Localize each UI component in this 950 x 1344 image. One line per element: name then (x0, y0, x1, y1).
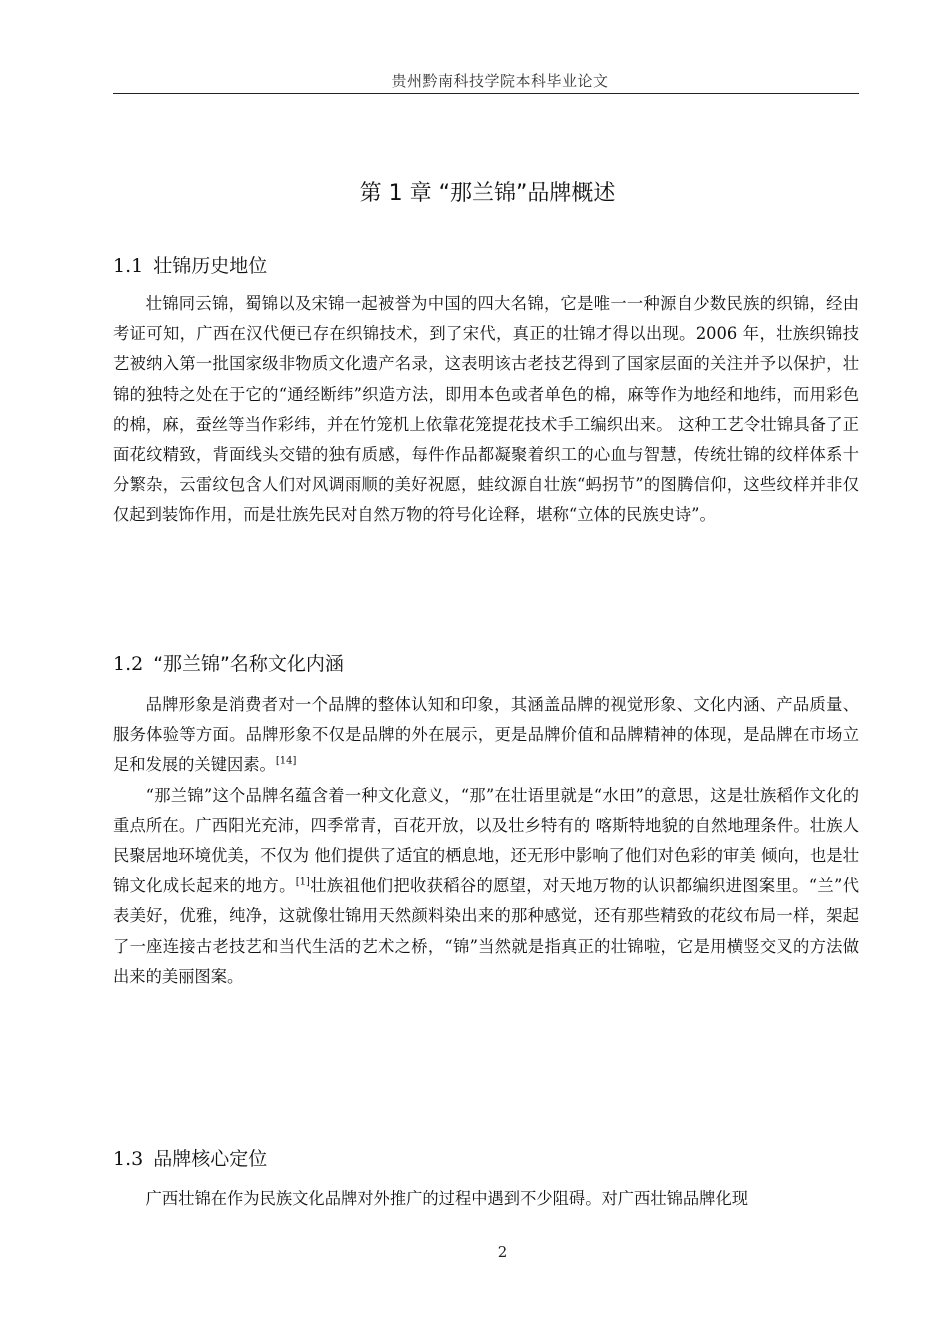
paragraph: 壮锦同云锦，蜀锦以及宋锦一起被誉为中国的四大名锦，它是唯一一种源自少数民族的织锦，经由考证可知，广西在汉代便已存在织锦技术，到了宋代，真正的壮锦才得以出现。2006 年，壮族织锦技艺被纳入第一批国家级非物质文化遗产名录，这表明该古老技艺得到了国家层面的关注并予以保护，壮锦的独特之处在于它的“通经断纬”织造方法，即用本色或者单色的棉，麻等作为地经和地纬，而用彩色的棉，麻，蚕丝等当作彩纬，并在竹笼机上依靠花笼提花技术手工编织出来。 这种工艺令壮锦具备了正面花纹精致，背面线头交错的独有质感，每件作品都凝聚着织工的心血与智慧，传统壮锦的纹样体系十分繁杂，云雷纹包含人们对风调雨顺的美好祝愿，蛙纹源自壮族“蚂拐节”的图腾信仰，这些纹样并非仅仅起到装饰作用，而是壮族先民对自然万物的符号化诠释，堪称“立体的民族史诗”。 (113, 294, 859, 525)
paragraph-text-continued: 壮族祖他们把收获稻谷的愿望，对天地万物的认识都编织进图案里。“兰”代表美好，优雅，纯净，这就像壮锦用天然颜料染出来的那种感觉，还有那些精致的花纹布局一样，架起了一座连接古老技艺和当代生活的艺术之桥，“锦”当然就是指真正的壮锦啦，它是用横竖交叉的方法做出来的美丽图案。 (113, 876, 859, 986)
section-body-1-3 (113, 1184, 859, 1214)
section-title: “那兰锦”名称文化内涵 (153, 653, 344, 675)
paragraph (113, 690, 859, 781)
page-number: 2 (497, 1243, 508, 1261)
section-heading-1-1 (113, 252, 267, 280)
header-divider (113, 93, 859, 94)
paragraph-text: 品牌形象是消费者对一个品牌的整体认知和印象，其涵盖品牌的视觉形象、文化内涵、产品质量、服务体验等方面。品牌形象不仅是品牌的外在展示，更是品牌价值和品牌精神的体现，是品牌在市场立足和发展的关键因素。 (113, 695, 859, 775)
section-body-1-1 (113, 289, 859, 531)
section-heading-1-2 (113, 650, 344, 678)
citation-marker: [14] (275, 755, 297, 767)
section-body-1-2 (113, 690, 859, 992)
section-title: 壮锦历史地位 (153, 255, 268, 277)
citation-marker: [1] (295, 876, 310, 888)
section-number: 1.3 (113, 1148, 144, 1170)
section-number: 1.2 (113, 653, 144, 675)
paragraph-text: “那兰锦”这个品牌名蕴含着一种文化意义，“那”在壮语里就是“水田”的意思，这是壮族稻作文化的重点所在。广西阳光充沛，四季常青，百花开放，以及壮乡特有的 喀斯特地貌的自然地理条件。壮族人民聚居地环境优美，不仅为 他们提供了适宜的栖息地，还无形中影响了他们对色彩的审美 倾向，也是壮锦文化成长起来的地方。 (113, 785, 859, 896)
section-heading-1-3 (113, 1145, 267, 1173)
running-header: 贵州黔南科技学院本科毕业论文 (391, 72, 609, 90)
chapter-title: 第 1 章 “那兰锦”品牌概述 (359, 181, 616, 206)
paragraph: 广西壮锦在作为民族文化品牌对外推广的过程中遇到不少阻碍。对广西壮锦品牌化现 (145, 1189, 749, 1208)
paragraph (113, 781, 859, 992)
section-number: 1.1 (113, 255, 144, 277)
section-title: 品牌核心定位 (153, 1148, 268, 1170)
